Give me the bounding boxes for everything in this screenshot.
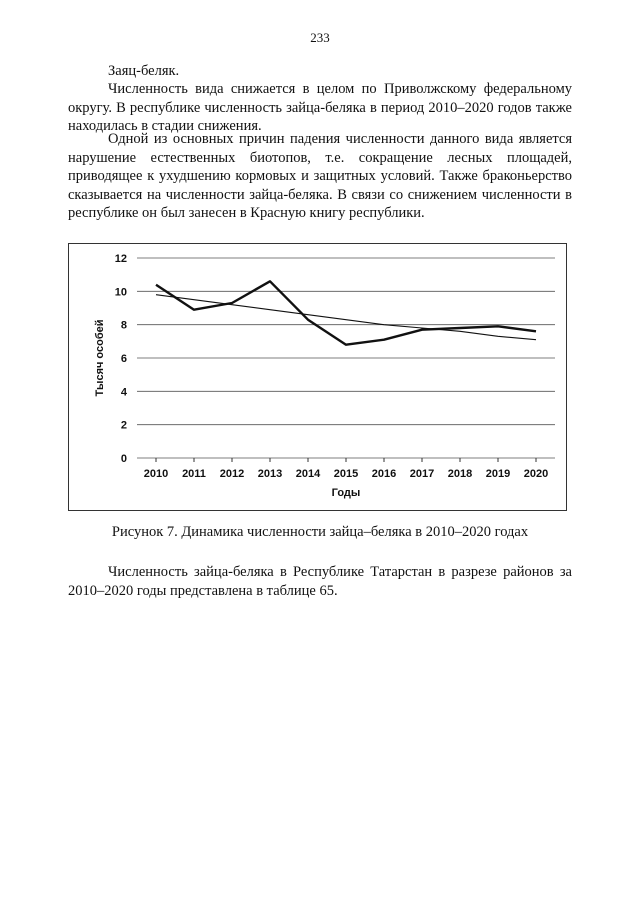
x-tick-label: 2019 (485, 468, 511, 480)
x-tick-label: 2011 (182, 468, 206, 480)
x-tick-label: 2020 (523, 468, 549, 480)
population-chart (69, 244, 566, 510)
trend-line (156, 295, 536, 340)
x-tick-label: 2014 (295, 468, 321, 480)
x-tick-label: 2017 (409, 468, 435, 480)
x-tick-label: 2012 (219, 468, 245, 480)
y-tick-label: 6 (120, 353, 127, 365)
y-tick-label: 0 (120, 453, 127, 465)
y-tick-label: 10 (114, 286, 127, 299)
x-tick-label: 2018 (447, 468, 473, 480)
y-axis-title: Тысяч особей (94, 319, 106, 397)
y-tick-label: 4 (120, 386, 127, 399)
paragraph-1: Численность вида снижается в целом по Приволжскому федеральному округу. В республике численность зайца-беляка в период 2010–2020 годов также находилась в стадии снижения. (68, 81, 572, 134)
paragraph-2: Одной из основных причин падения численности данного вида является нарушение естественных биотопов, т.е. сокращение лесных площадей, приводящее к ухудшению кормовых и защитных условий. Также браконьерство сказывается на численности зайца-беляка. В связи со снижением численности в республике он был занесен в Красную книгу республики. (68, 131, 572, 221)
population-line (156, 281, 536, 344)
x-tick-label: 2015 (333, 468, 359, 480)
x-tick-label: 2016 (371, 468, 397, 480)
y-tick-label: 8 (120, 319, 127, 332)
figure-caption: Рисунок 7. Динамика численности зайца–беляка в 2010–2020 годах (111, 524, 529, 540)
x-axis-title: Годы (331, 487, 361, 499)
x-tick-label: 2013 (257, 468, 283, 480)
y-tick-label: 2 (120, 419, 127, 432)
page-number: 233 (310, 30, 330, 45)
y-tick-label: 12 (114, 253, 127, 265)
section-heading: Заяц-беляк. (108, 63, 180, 79)
paragraph-closing: Численность зайца-беляка в Республике Татарстан в разрезе районов за 2010–2020 годы представлена в таблице 65. (68, 564, 572, 599)
chart-frame (68, 243, 567, 511)
x-tick-label: 2010 (143, 468, 169, 480)
